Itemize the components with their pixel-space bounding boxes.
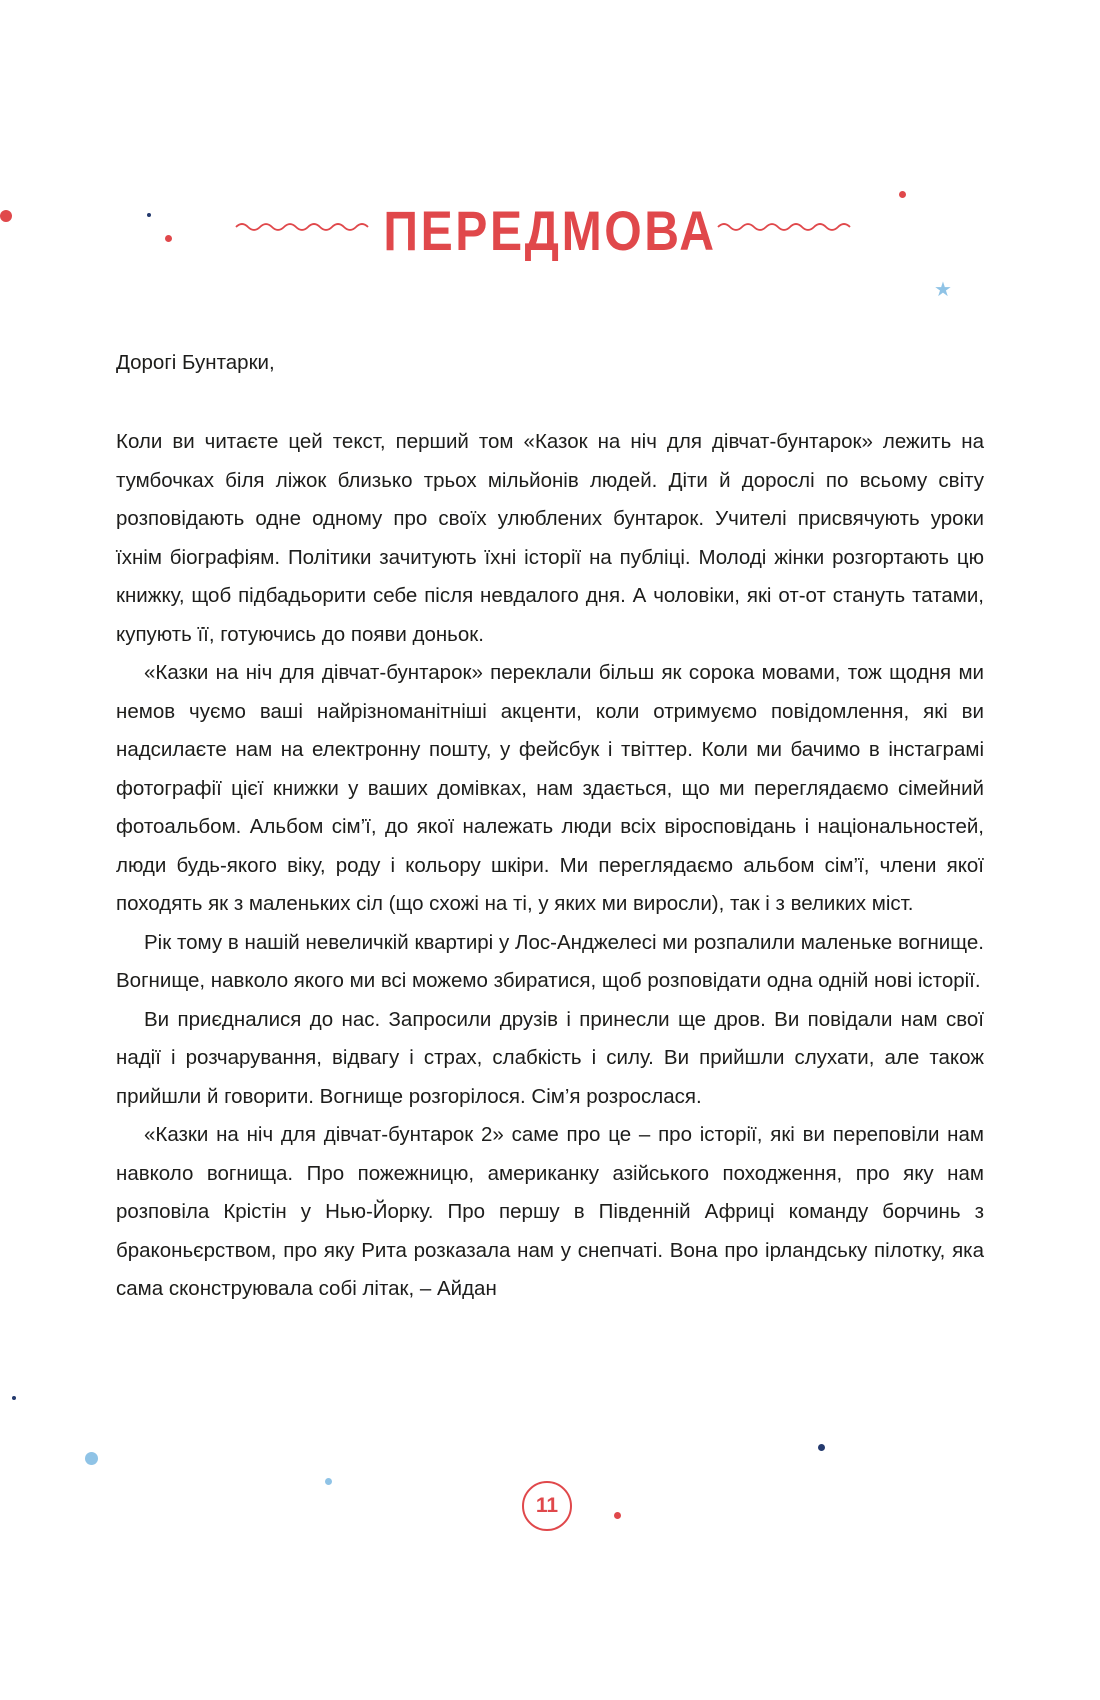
paragraph: Рік тому в нашій невеличкій квартирі у Лос-Анджелесі ми розпалили маленьке вогнище. Вогнище, навколо якого ми всі можемо збиратися, щоб розповідати одна одній нові історії. [116, 930, 984, 992]
star-icon: ★ [934, 279, 952, 301]
paragraph: Ви приєдналися до нас. Запросили друзів і принесли ще дров. Ви повідали нам свої надії і розчарування, відвагу і страх, слабкість і силу. Ви прийшли слухати, але також прийшли й говорити. Вогнище розгорілося. Сім’я розрослася. [116, 1007, 984, 1108]
paragraph: «Казки на ніч для дівчат-бунтарок 2» саме про це – про історії, які ви переповіли нам навколо вогнища. Про пожежницю, американку азійського походження, про яку нам розповіла Крістін у Нью-Йорку. Про першу в Південній Африці команду борчинь з браконьєрством, про яку Рита розказала нам у снепчаті. Вона про ірландську пілотку, яка сама сконструювала собі літак, – Айдан [116, 1123, 984, 1300]
paragraph: «Казки на ніч для дівчат-бунтарок» переклали більш як сорока мовами, тож щодня ми немов чуємо ваші найрізноманітніші акценти, коли отримуємо повідомлення, які ви надсилаєте нам на електронну пошту, у фейсбук і твіттер. Коли ми бачимо в інстаграмі фотографії цієї книжки у ваших домівках, нам здається, що ми переглядаємо сімейний фотоальбом. Альбом сім’ї, до якої належать люди всіх віросповідань і національностей, люди будь-якого віку, роду і кольору шкіри. Ми переглядаємо альбом сім’ї, члени якої походять як з маленьких сіл (що схожі на ті, у яких ми виросли), так і з великих міст. [116, 661, 984, 915]
page-title: ПЕРЕДМОВА [383, 199, 717, 262]
heading [0, 196, 1100, 266]
page-number: 11 [522, 1481, 572, 1531]
decor-dot [325, 1478, 332, 1485]
decor-dot [818, 1444, 825, 1451]
body-text [116, 423, 984, 1309]
right-squiggle-ornament [716, 220, 858, 234]
salutation: Дорогі Бунтарки, [116, 351, 275, 374]
decor-dot [85, 1452, 98, 1465]
decor-dot [614, 1512, 621, 1519]
paragraph: Коли ви читаєте цей текст, перший том «Казок на ніч для дівчат-бунтарок» лежить на тумбочках біля ліжок близько трьох мільйонів людей. Діти й дорослі по всьому світу розповідають одне одному про своїх улюблених бунтарок. Учителі присвячують уроки їхнім біографіям. Політики зачитують їхні історії на публіці. Молоді жінки розгортають цю книжку, щоб підбадьорити себе після невдалого дня. А чоловіки, які от-от стануть татами, купують її, готуючись до появи доньок. [116, 430, 984, 646]
decor-dot [12, 1396, 16, 1400]
